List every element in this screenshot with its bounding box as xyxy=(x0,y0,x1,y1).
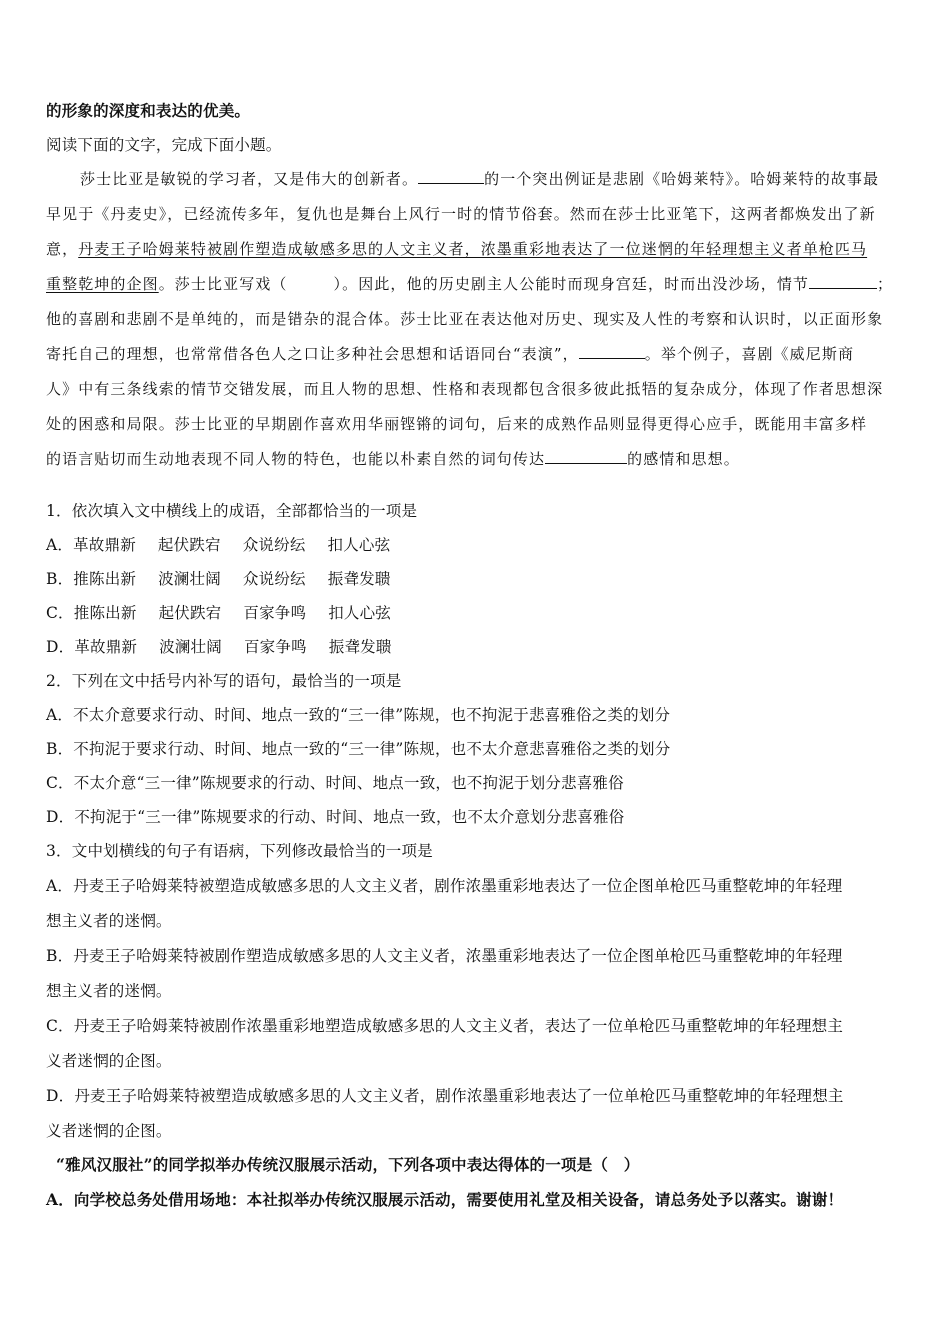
q3-option-d-line-1[interactable]: D．丹麦王子哈姆莱特被塑造成敏感多思的人文主义者，剧作浓墨重彩地表达了一位单枪匹马重整乾坤的年轻理想主 xyxy=(46,1087,844,1105)
q1-option-b[interactable] xyxy=(46,568,413,590)
idiom: 革故鼎新 xyxy=(73,536,136,554)
option-label: B． xyxy=(46,570,74,588)
idiom: 革故鼎新 xyxy=(74,638,138,656)
q3-option-c-line-2[interactable]: 义者迷惘的企图。 xyxy=(46,1052,172,1070)
underlined-sentence: 重整乾坤的企图 xyxy=(46,275,159,293)
q2-option-a[interactable]: A．不太介意要求行动、时间、地点一致的“三一律”陈规，也不拘泥于悲喜雅俗之类的划分 xyxy=(46,706,671,724)
passage-line-7: 人》中有三条线索的情节交错发展，而且人物的思想、性格和表现都包含很多彼此抵牾的复杂成分，体现了作者思想深 xyxy=(46,380,884,398)
idiom: 推陈出新 xyxy=(73,570,137,588)
passage-text: 的语言贴切而生动地表现不同人物的特色，也能以朴素自然的词句传达 xyxy=(46,450,546,468)
passage-text: 意， xyxy=(46,240,79,258)
passage-line-3 xyxy=(46,238,867,260)
idiom: 百家争鸣 xyxy=(243,638,307,656)
option-label: C． xyxy=(46,604,74,622)
passage-text: 的一个突出例证是悲剧《哈姆莱特》。哈姆莱特的故事最 xyxy=(484,170,880,188)
q1-option-c[interactable] xyxy=(46,602,413,624)
q3-option-c-line-1[interactable]: C．丹麦王子哈姆莱特被剧作浓墨重彩地塑造成敏感多思的人文主义者，表达了一位单枪匹马重整乾坤的年轻理想主 xyxy=(46,1017,844,1035)
idiom: 百家争鸣 xyxy=(243,604,307,622)
q2-option-b[interactable]: B．不拘泥于要求行动、时间、地点一致的“三一律”陈规，也不太介意悲喜雅俗之类的划分 xyxy=(46,740,671,758)
passage-line-9 xyxy=(46,448,740,470)
q1-option-d[interactable] xyxy=(46,636,414,658)
lead-text: 的形象的深度和表达的优美。 xyxy=(46,101,251,120)
passage-text: 莎士比亚是敏锐的学习者，又是伟大的创新者。 xyxy=(80,170,419,188)
passage-text: ； xyxy=(877,275,894,293)
passage-line-6 xyxy=(46,343,854,365)
passage-line-2: 早见于《丹麦史》，已经流传多年，复仇也是舞台上风行一时的情节俗套。然而在莎士比亚笔下，这两者都焕发出了新 xyxy=(46,205,876,223)
passage-line-4 xyxy=(46,273,893,295)
passage-line-5: 他的喜剧和悲剧不是单纯的，而是错杂的混合体。莎士比亚在表达他对历史、现实及人性的考察和认识时，以正面形象 xyxy=(46,310,884,328)
fill-blank-3 xyxy=(579,344,645,359)
idiom: 波澜壮阔 xyxy=(159,638,222,656)
question-3-stem: 3．文中划横线的句子有语病，下列修改最恰当的一项是 xyxy=(46,842,433,860)
idiom: 扣人心弦 xyxy=(327,536,391,554)
idiom: 扣人心弦 xyxy=(328,604,392,622)
fill-blank-1 xyxy=(418,169,484,184)
option-label: A． xyxy=(46,536,74,554)
passage-text: 。莎士比亚写戏（ xyxy=(158,275,288,293)
idiom: 起伏跌宕 xyxy=(158,604,222,622)
idiom: 众说纷纭 xyxy=(242,536,306,554)
passage-line-1 xyxy=(80,168,879,190)
q2-option-d[interactable]: D．不拘泥于“三一律”陈规要求的行动、时间、地点一致，也不太介意划分悲喜雅俗 xyxy=(46,808,625,826)
passage-line-8: 处的困惑和局限。莎士比亚的早期剧作喜欢用华丽铿锵的词句，后来的成熟作品则显得更得心应手，既能用丰富多样 xyxy=(46,415,868,433)
q3-option-d-line-2[interactable]: 义者迷惘的企图。 xyxy=(46,1122,172,1140)
passage-text: 的感情和思想。 xyxy=(627,450,740,468)
q3-option-a-line-2[interactable]: 想主义者的迷惘。 xyxy=(46,912,172,930)
idiom: 振聋发聩 xyxy=(328,638,392,656)
idiom: 振聋发聩 xyxy=(327,570,391,588)
idiom: 起伏跌宕 xyxy=(157,536,221,554)
question-1-stem: 1．依次填入文中横线上的成语，全部都恰当的一项是 xyxy=(46,502,418,520)
passage-text: 寄托自己的理想，也常常借各色人之口让多种社会思想和话语同台“表演”， xyxy=(46,345,579,363)
q3-option-b-line-1[interactable]: B．丹麦王子哈姆莱特被剧作塑造成敏感多思的人文主义者，浓墨重彩地表达了一位企图单枪匹马重整乾坤的年轻理 xyxy=(46,947,843,965)
fill-blank-4 xyxy=(545,449,627,464)
q4-option-a[interactable]: A．向学校总务处借用场地：本社拟举办传统汉服展示活动，需要使用礼堂及相关设备，请总务处予以落实。谢谢！ xyxy=(46,1190,844,1209)
q1-option-a[interactable] xyxy=(46,534,412,556)
question-2-stem: 2．下列在文中括号内补写的语句，最恰当的一项是 xyxy=(46,672,402,690)
passage-text: ）。因此，他的历史剧主人公能时而现身宫廷，时而出没沙场，情节 xyxy=(333,275,810,293)
idiom: 众说纷纭 xyxy=(242,570,306,588)
question-4-stem: “雅风汉服社”的同学拟举办传统汉服展示活动，下列各项中表达得体的一项是（ ） xyxy=(56,1155,640,1174)
idiom: 波澜壮阔 xyxy=(158,570,221,588)
reading-instruction: 阅读下面的文字，完成下面小题。 xyxy=(46,136,282,154)
underlined-sentence: 丹麦王子哈姆莱特被剧作塑造成敏感多思的人文主义者，浓墨重彩地表达了一位迷惘的年轻理想主义者单枪匹马 xyxy=(78,240,868,258)
passage-text: 。举个例子，喜剧《威尼斯商 xyxy=(644,345,855,363)
option-label: D． xyxy=(46,638,75,656)
q3-option-b-line-2[interactable]: 想主义者的迷惘。 xyxy=(46,982,172,1000)
idiom: 推陈出新 xyxy=(73,604,137,622)
q2-option-c[interactable]: C．不太介意“三一律”陈规要求的行动、时间、地点一致，也不拘泥于划分悲喜雅俗 xyxy=(46,774,624,792)
fill-blank-2 xyxy=(809,274,877,289)
q3-option-a-line-1[interactable]: A．丹麦王子哈姆莱特被塑造成敏感多思的人文主义者，剧作浓墨重彩地表达了一位企图单枪匹马重整乾坤的年轻理 xyxy=(46,877,843,895)
